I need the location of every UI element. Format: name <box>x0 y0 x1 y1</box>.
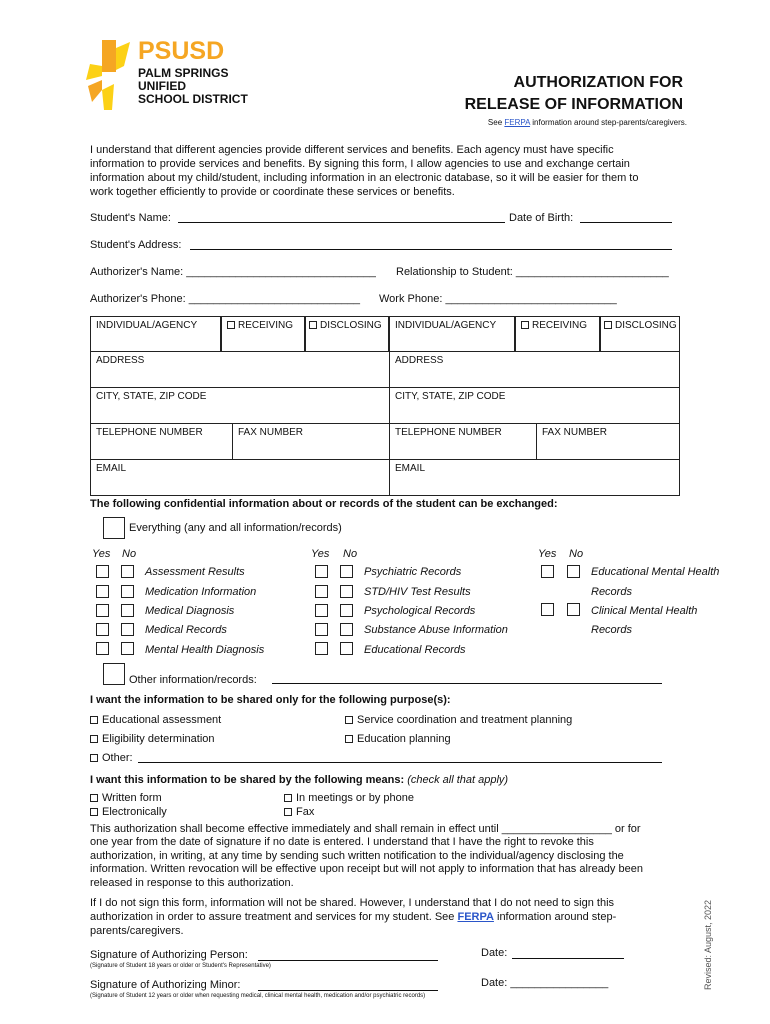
other-records-label: Other information/records: <box>129 674 257 686</box>
agency-left-phone[interactable]: TELEPHONE NUMBER <box>90 423 233 460</box>
record-label: STD/HIV Test Results <box>364 586 471 598</box>
purpose-other-field[interactable] <box>138 762 662 763</box>
record-label: Psychiatric Records <box>364 566 462 578</box>
checkbox-icon[interactable] <box>284 794 292 802</box>
checkbox-icon[interactable] <box>604 321 612 329</box>
checkbox-icon[interactable] <box>309 321 317 329</box>
signature-person-label: Signature of Authorizing Person: <box>90 949 248 961</box>
record-label: Educational Records <box>364 644 466 656</box>
checkbox-icon[interactable] <box>227 321 235 329</box>
means-electronic[interactable]: Electronically <box>90 806 167 819</box>
purpose-education-planning[interactable]: Education planning <box>345 733 451 746</box>
record-label: Medication Information <box>145 586 257 598</box>
checkbox-icon[interactable] <box>284 808 292 816</box>
no-checkbox[interactable] <box>340 623 353 636</box>
effective-line-3: authorization, in writing, at any time by sending such written notification to the individual/agency disclosing the <box>90 850 624 862</box>
no-checkbox[interactable] <box>567 565 580 578</box>
student-name-field[interactable] <box>178 222 505 223</box>
intro-line-3: information about my child/student, including information in an electronic database, so it will be easier for them to <box>90 172 639 184</box>
yes-header-3: Yes <box>538 548 557 560</box>
agency-right-address[interactable]: ADDRESS <box>389 351 680 388</box>
agency-left-receiving[interactable]: RECEIVING <box>221 316 305 352</box>
authorizer-name-label[interactable]: Authorizer's Name: _______________________________ <box>90 266 376 278</box>
record-label: Psychological Records <box>364 605 476 617</box>
agency-left-disclosing[interactable]: DISCLOSING <box>305 316 389 352</box>
checkbox-icon[interactable] <box>345 716 353 724</box>
ferpa-link[interactable]: FERPA <box>504 118 531 127</box>
dob-label: Date of Birth: <box>509 212 574 224</box>
record-label: Mental Health Diagnosis <box>145 644 265 656</box>
signature-person-field[interactable] <box>258 960 438 961</box>
student-name-label: Student's Name: <box>90 212 171 224</box>
record-label: Records <box>591 586 632 598</box>
logo-line-3: SCHOOL DISTRICT <box>138 92 248 106</box>
logo-wordmark: PSUSD <box>138 37 225 65</box>
agency-right-name[interactable]: INDIVIDUAL/AGENCY <box>389 316 515 352</box>
effective-line-5: released in response to this authorization. <box>90 877 294 889</box>
signature-minor-field[interactable] <box>258 990 438 991</box>
intro-line-4: work together efficiently to provide or coordinate these services or benefits. <box>90 186 455 198</box>
checkbox-icon[interactable] <box>90 735 98 743</box>
intro-line-2: information to provide services and benefits. By signing this form, I allow agencies to use and exchange certain <box>90 158 630 170</box>
agency-left-address[interactable]: ADDRESS <box>90 351 390 388</box>
record-label: Educational Mental Health <box>591 566 720 578</box>
agency-right-phone[interactable]: TELEPHONE NUMBER <box>389 423 537 460</box>
everything-checkbox[interactable] <box>103 517 125 539</box>
no-checkbox[interactable] <box>340 585 353 598</box>
no-checkbox[interactable] <box>121 585 134 598</box>
purpose-service-coordination[interactable]: Service coordination and treatment planning <box>345 714 572 727</box>
no-checkbox[interactable] <box>121 642 134 655</box>
record-label: Substance Abuse Information <box>364 624 508 636</box>
purpose-educational-assessment[interactable]: Educational assessment <box>90 714 221 727</box>
logo-line-1: PALM SPRINGS <box>138 66 229 80</box>
checkbox-icon[interactable] <box>90 808 98 816</box>
record-label: Records <box>591 624 632 636</box>
record-label: Assessment Results <box>145 566 245 578</box>
work-phone-label[interactable]: Work Phone: ____________________________ <box>379 293 617 305</box>
nosign-line-2: authorization in order to assure treatment and services for my student. See FERPA information around step- <box>90 911 617 923</box>
yes-checkbox[interactable] <box>315 623 328 636</box>
yes-checkbox[interactable] <box>315 585 328 598</box>
yes-checkbox[interactable] <box>96 642 109 655</box>
intro-line-1: I understand that different agencies provide different services and benefits. Each agency must have specific <box>90 144 614 156</box>
agency-right-fax[interactable]: FAX NUMBER <box>536 423 680 460</box>
agency-left-name[interactable]: INDIVIDUAL/AGENCY <box>90 316 221 352</box>
means-fax[interactable]: Fax <box>284 806 314 819</box>
no-checkbox[interactable] <box>121 565 134 578</box>
effective-line-2: one year from the date of signature if no date is entered. I understand that I have the right to revoke this <box>90 836 594 848</box>
signature-minor-label: Signature of Authorizing Minor: <box>90 979 241 991</box>
subtitle: See FERPA information around step-parents/caregivers. <box>487 118 687 127</box>
logo-line-2: UNIFIED <box>138 79 186 93</box>
signature-person-note: (Signature of Student 18 years or older or Student's Representative) <box>90 963 271 969</box>
student-address-label: Student's Address: <box>90 239 182 251</box>
revised-date: Revised: August, 2022 <box>703 899 713 990</box>
checkbox-icon[interactable] <box>90 754 98 762</box>
purpose-other[interactable]: Other: <box>90 752 133 765</box>
sun-icon <box>86 40 132 112</box>
signature-person-date-field[interactable] <box>512 958 624 959</box>
purpose-eligibility[interactable]: Eligibility determination <box>90 733 215 746</box>
purpose-heading: I want the information to be shared only for the following purpose(s): <box>90 694 451 706</box>
means-meetings[interactable]: In meetings or by phone <box>284 792 414 805</box>
record-label: Medical Records <box>145 624 227 636</box>
record-label: Clinical Mental Health <box>591 605 698 617</box>
means-heading: I want this information to be shared by the following means: (check all that apply) <box>90 774 509 786</box>
checkbox-icon[interactable] <box>521 321 529 329</box>
no-checkbox[interactable] <box>340 604 353 617</box>
nosign-line-3: parents/caregivers. <box>90 925 184 937</box>
agency-right-disclosing[interactable]: DISCLOSING <box>600 316 680 352</box>
ferpa-link-2[interactable]: FERPA <box>457 911 494 923</box>
means-written[interactable]: Written form <box>90 792 162 805</box>
form-title-1: AUTHORIZATION FOR <box>513 74 683 91</box>
yes-header-1: Yes <box>92 548 111 560</box>
signature-minor-note: (Signature of Student 12 years or older when requesting medical, clinical mental health, medication and/or psychiatric records) <box>90 993 426 999</box>
agency-right-city[interactable]: CITY, STATE, ZIP CODE <box>389 387 680 424</box>
effective-line-4: information. Written revocation will be effective upon receipt but will not apply to information that has already been <box>90 863 643 875</box>
checkbox-icon[interactable] <box>90 716 98 724</box>
yes-checkbox[interactable] <box>315 565 328 578</box>
yes-checkbox[interactable] <box>96 585 109 598</box>
dob-field[interactable] <box>580 222 672 223</box>
checkbox-icon[interactable] <box>90 794 98 802</box>
no-checkbox[interactable] <box>340 565 353 578</box>
yes-checkbox[interactable] <box>96 565 109 578</box>
other-records-checkbox[interactable] <box>103 663 125 685</box>
nosign-line-1: If I do not sign this form, information will not be shared. However, I understand that I do not need to sign this <box>90 897 615 909</box>
yes-checkbox[interactable] <box>315 604 328 617</box>
yes-header-2: Yes <box>311 548 330 560</box>
student-address-field[interactable] <box>190 249 672 250</box>
agency-right-email[interactable]: EMAIL <box>389 459 680 496</box>
relationship-label[interactable]: Relationship to Student: _________________________ <box>396 266 669 278</box>
no-header-1: No <box>122 548 137 560</box>
signature-minor-date[interactable]: Date: ________________ <box>481 977 609 989</box>
yes-checkbox[interactable] <box>96 623 109 636</box>
no-checkbox[interactable] <box>121 604 134 617</box>
no-checkbox[interactable] <box>567 603 580 616</box>
no-header-3: No <box>569 548 584 560</box>
record-label: Medical Diagnosis <box>145 605 235 617</box>
form-title-2: RELEASE OF INFORMATION <box>464 96 683 113</box>
no-header-2: No <box>343 548 358 560</box>
no-checkbox[interactable] <box>340 642 353 655</box>
signature-person-date: Date: <box>481 947 508 959</box>
other-records-field[interactable] <box>272 683 662 684</box>
agency-left-fax[interactable]: FAX NUMBER <box>232 423 390 460</box>
effective-line-1: This authorization shall become effective immediately and shall remain in effect until __________________ or for <box>90 823 641 835</box>
no-checkbox[interactable] <box>121 623 134 636</box>
checkbox-icon[interactable] <box>345 735 353 743</box>
everything-label: Everything (any and all information/records) <box>129 522 342 534</box>
yes-checkbox[interactable] <box>541 603 554 616</box>
agency-right-receiving[interactable]: RECEIVING <box>515 316 600 352</box>
yes-checkbox[interactable] <box>541 565 554 578</box>
yes-checkbox[interactable] <box>315 642 328 655</box>
agency-left-city[interactable]: CITY, STATE, ZIP CODE <box>90 387 390 424</box>
records-heading: The following confidential information about or records of the student can be exchanged: <box>90 498 558 510</box>
agency-left-email[interactable]: EMAIL <box>90 459 390 496</box>
yes-checkbox[interactable] <box>96 604 109 617</box>
authorizer-phone-label[interactable]: Authorizer's Phone: ____________________________ <box>90 293 361 305</box>
